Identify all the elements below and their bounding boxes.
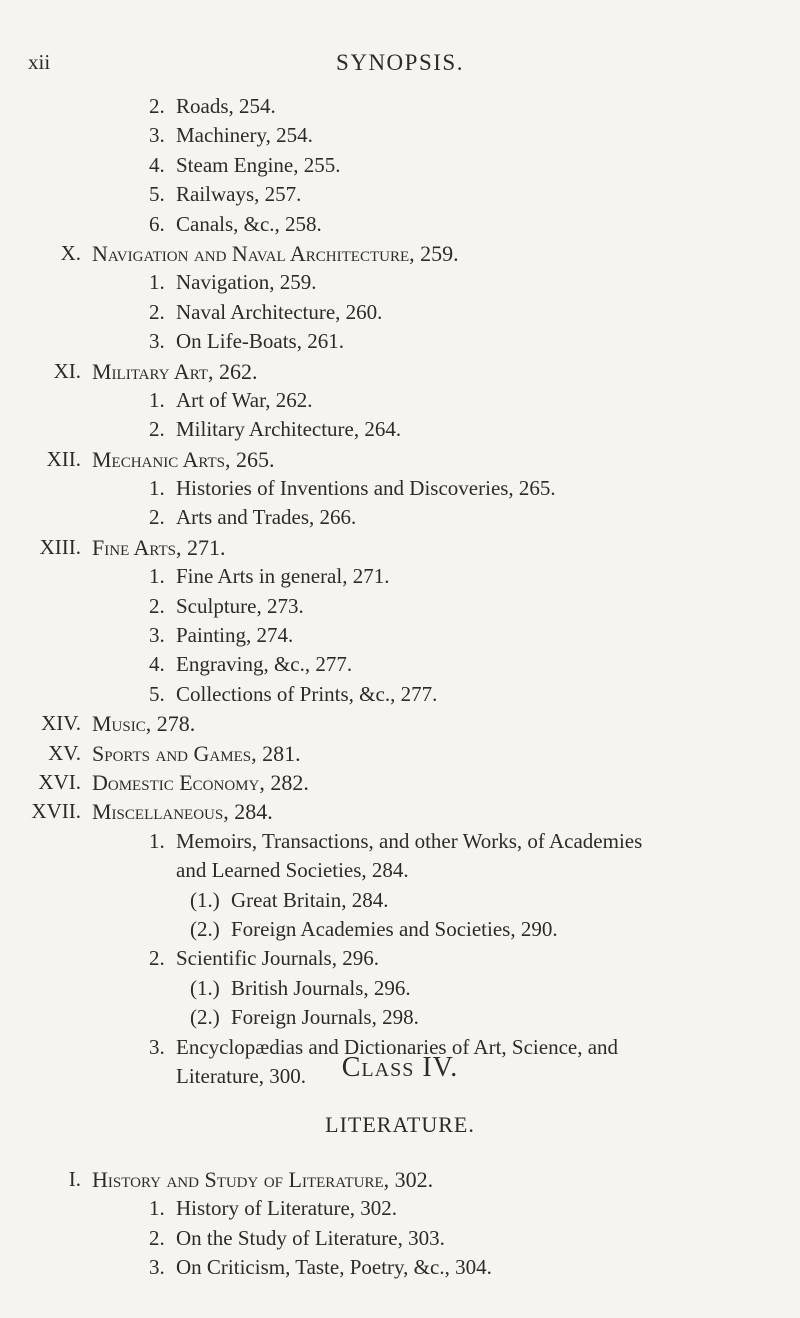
entry-text: On Life-Boats, 261.	[176, 329, 344, 354]
page-number: xii	[28, 50, 51, 74]
entry-number: (1.)	[190, 887, 220, 912]
entry-number: 1.	[149, 476, 165, 501]
subsection-entry	[0, 210, 800, 239]
entry-text: Naval Architecture, 260.	[176, 299, 383, 324]
literature-entries	[0, 1165, 800, 1283]
subsection-entry	[0, 503, 800, 532]
entry-number: XVII.	[31, 799, 81, 824]
entry-number: 3.	[149, 329, 165, 354]
entry-number: 6.	[149, 211, 165, 236]
entry-text: Arts and Trades, 266.	[176, 505, 357, 530]
entry-number: 2.	[149, 299, 165, 324]
entry-number: 2.	[149, 417, 165, 442]
entry-number: (2.)	[190, 916, 220, 941]
entry-continuation	[0, 856, 800, 885]
subsection-entry	[0, 944, 800, 973]
entry-text: Encyclopædias and Dictionaries of Art, Science, and	[176, 1034, 619, 1059]
entry-number: 4.	[149, 652, 165, 677]
entry-text: Machinery, 254.	[176, 123, 313, 148]
subsection-entry	[0, 298, 800, 327]
entry-text: Foreign Academies and Societies, 290.	[231, 916, 558, 941]
entry-text: British Journals, 296.	[231, 975, 411, 1000]
entry-text: Scientific Journals, 296.	[176, 946, 379, 971]
entry-number: 2.	[149, 593, 165, 618]
section-entry	[0, 533, 800, 562]
subsection-entry	[0, 327, 800, 356]
subsection-entry	[0, 592, 800, 621]
subsection-entry	[0, 650, 800, 679]
entry-number: 3.	[149, 623, 165, 648]
entry-text: Military Architecture, 264.	[176, 417, 402, 442]
section-entry	[0, 797, 800, 826]
entry-number: 1.	[149, 564, 165, 589]
entry-number: XVI.	[38, 769, 81, 794]
page-header	[0, 50, 800, 80]
entry-text: Domestic Economy, 282.	[92, 769, 309, 795]
entry-text: Miscellaneous, 284.	[92, 799, 273, 825]
entry-number: I.	[68, 1167, 81, 1191]
entry-text: Fine Arts, 271.	[92, 534, 226, 560]
subsection-entry	[0, 1224, 800, 1253]
entry-text: Roads, 254.	[176, 94, 276, 118]
running-title: SYNOPSIS.	[336, 50, 464, 75]
class-heading: Class IV.	[341, 1052, 459, 1083]
subsection-entry	[0, 180, 800, 209]
entry-text: Canals, &c., 258.	[176, 211, 322, 236]
section-entry	[0, 239, 800, 268]
entry-number: 1.	[149, 1196, 165, 1221]
entry-text: Mechanic Arts, 265.	[92, 446, 275, 472]
entry-number: (2.)	[190, 1005, 220, 1030]
entry-text: On Criticism, Taste, Poetry, &c., 304.	[176, 1255, 492, 1280]
entry-text: Great Britain, 284.	[231, 887, 389, 912]
entry-text: Navigation and Naval Architecture, 259.	[92, 240, 459, 266]
entry-text: Sports and Games, 281.	[92, 740, 301, 766]
entry-text: Engraving, &c., 277.	[176, 652, 353, 677]
entry-number: 2.	[149, 505, 165, 530]
subsection-entry	[0, 1003, 800, 1032]
subsection-entry	[0, 680, 800, 709]
synopsis-entries	[0, 92, 800, 1091]
entry-text: Painting, 274.	[176, 623, 294, 648]
subsection-entry	[0, 474, 800, 503]
entry-number: 3.	[149, 1034, 165, 1059]
entry-number: XIV.	[41, 711, 81, 736]
section-entry	[0, 357, 800, 386]
entry-number: 5.	[149, 182, 165, 207]
entry-number: XV.	[48, 740, 81, 765]
class-subheading: LITERATURE.	[325, 1112, 475, 1137]
entry-text: Military Art, 262.	[92, 358, 258, 384]
entry-text: Foreign Journals, 298.	[231, 1005, 419, 1030]
entry-text: Steam Engine, 255.	[176, 152, 341, 177]
subsection-entry	[0, 121, 800, 150]
entry-number: 2.	[149, 946, 165, 971]
entry-number: XIII.	[39, 534, 81, 559]
entry-text: Histories of Inventions and Discoveries, 265.	[176, 476, 556, 501]
entry-text: and Learned Societies, 284.	[176, 858, 409, 883]
section-entry	[0, 739, 800, 768]
entry-number: XI.	[53, 358, 81, 383]
subsection-entry	[0, 915, 800, 944]
entry-text: Collections of Prints, &c., 277.	[176, 681, 438, 706]
entry-text: On the Study of Literature, 303.	[176, 1225, 445, 1250]
entry-text: Sculpture, 273.	[176, 593, 304, 618]
subsection-entry	[0, 974, 800, 1003]
subsection-entry	[0, 1194, 800, 1223]
entry-number: 5.	[149, 681, 165, 706]
entry-number: 2.	[149, 1225, 165, 1250]
section-entry	[0, 1165, 800, 1194]
entry-number: 4.	[149, 152, 165, 177]
subsection-entry	[0, 92, 800, 121]
subsection-entry	[0, 562, 800, 591]
section-entry	[0, 768, 800, 797]
section-entry	[0, 445, 800, 474]
subsection-entry	[0, 886, 800, 915]
entry-number: X.	[60, 240, 81, 265]
entry-number: 3.	[149, 1255, 165, 1280]
section-entry	[0, 709, 800, 738]
entry-number: (1.)	[190, 975, 220, 1000]
entry-text: Literature, 300.	[176, 1063, 307, 1088]
entry-text: History and Study of Literature, 302.	[92, 1167, 434, 1192]
subsection-entry	[0, 621, 800, 650]
subsection-entry	[0, 268, 800, 297]
entry-text: Art of War, 262.	[176, 387, 313, 412]
entry-text: Fine Arts in general, 271.	[176, 564, 390, 589]
entry-text: Navigation, 259.	[176, 270, 317, 295]
entry-text: Railways, 257.	[176, 182, 302, 207]
entry-number: 1.	[149, 387, 165, 412]
entry-number: 1.	[149, 828, 165, 853]
entry-number: 1.	[149, 270, 165, 295]
subsection-entry	[0, 827, 800, 856]
subsection-entry	[0, 151, 800, 180]
subsection-entry	[0, 415, 800, 444]
entry-number: 2.	[149, 94, 165, 118]
entry-text: Music, 278.	[92, 711, 196, 737]
entry-text: Memoirs, Transactions, and other Works, of Academies	[176, 828, 643, 853]
entry-text: History of Literature, 302.	[176, 1196, 398, 1221]
entry-number: XII.	[46, 446, 81, 471]
entry-number: 3.	[149, 123, 165, 148]
subsection-entry	[0, 1253, 800, 1282]
subsection-entry	[0, 386, 800, 415]
